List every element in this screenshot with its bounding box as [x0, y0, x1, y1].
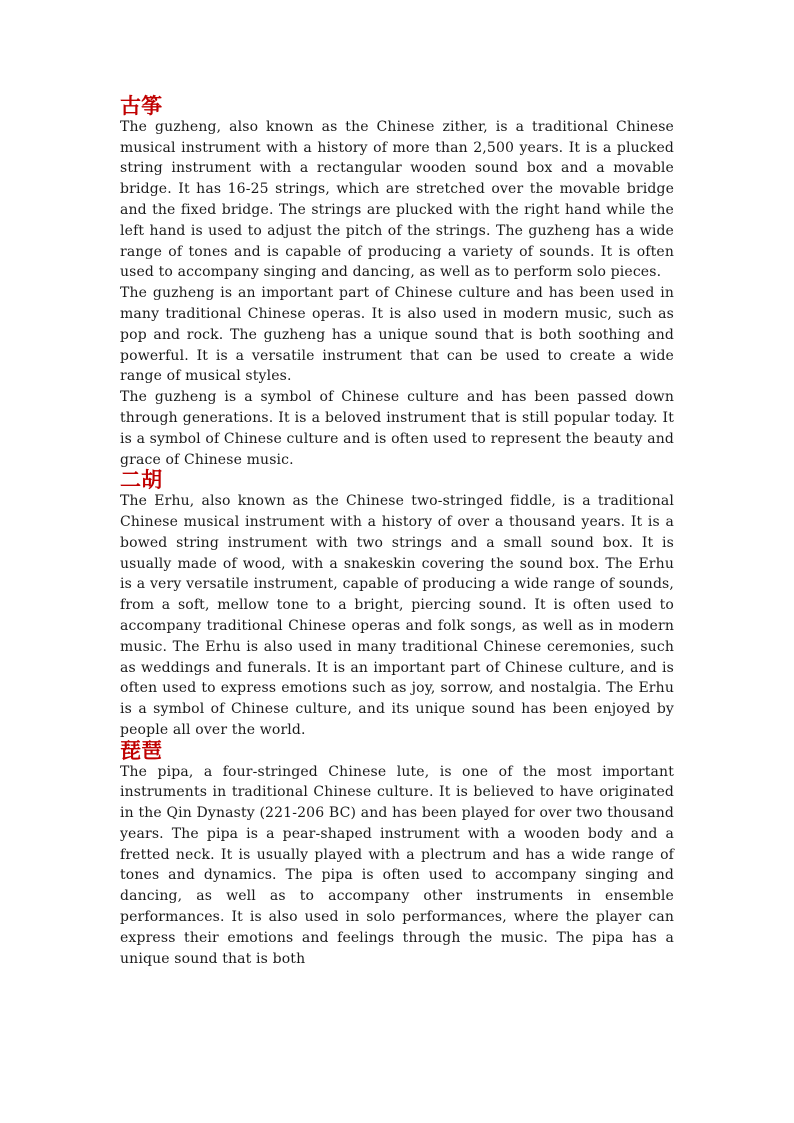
section-heading-pipa: 琵琶: [120, 737, 163, 763]
erhu-paragraph-1: The Erhu, also known as the Chinese two-stringed fiddle, is a traditional Chinese musical instrument with a history of over a thousand years. It is a bowed string instrument with two strings and a small sound box. It is usually made of wood, with a snakeskin covering the sound box. The Erhu is a very versatile instrument, capable of producing a wide range of sounds, from a soft, mellow tone to a bright, piercing sound. It is often used to accompany traditional Chinese operas and folk songs, as well as in modern music. The Erhu is also used in many traditional Chinese ceremonies, such as weddings and funerals. It is an important part of Chinese culture, and is often used to express emotions such as joy, sorrow, and nostalgia. The Erhu is a symbol of Chinese culture, and its unique sound has been enjoyed by people all over the world.: [120, 493, 674, 738]
guzheng-paragraph-2: The guzheng is an important part of Chinese culture and has been used in many traditional Chinese operas. It is also used in modern music, such as pop and rock. The guzheng has a unique sound that is both soothing and powerful. It is a versatile instrument that can be used to create a wide range of musical styles.: [120, 285, 674, 385]
guzheng-paragraph-3: The guzheng is a symbol of Chinese culture and has been passed down through generations. It is a beloved instrument that is still popular today. It is a symbol of Chinese culture and is often used to represent the beauty and grace of Chinese music.: [120, 389, 674, 468]
section-heading-guzheng: 古筝: [120, 93, 163, 118]
document-body: [120, 93, 674, 969]
pipa-paragraph-1: The pipa, a four-stringed Chinese lute, is one of the most important instruments in traditional Chinese culture. It is believed to have originated in the Qin Dynasty (221-206 BC) and has been played for over two thousand years. The pipa is a pear-shaped instrument with a wooden body and a fretted neck. It is usually played with a plectrum and has a wide range of tones and dynamics. The pipa is often used to accompany singing and dancing, as well as to accompany other instruments in ensemble performances. It is also used in solo performances, where the player can express their emotions and feelings through the music. The pipa has a unique sound that is both: [120, 763, 674, 967]
guzheng-paragraph-1: The guzheng, also known as the Chinese zither, is a traditional Chinese musical instrument with a history of more than 2,500 years. It is a plucked string instrument with a rectangular wooden sound box and a movable bridge. It has 16-25 strings, which are stretched over the movable bridge and the fixed bridge. The strings are plucked with the right hand while the left hand is used to adjust the pitch of the strings. The guzheng has a wide range of tones and is capable of producing a variety of sounds. It is often used to accompany singing and dancing, as well as to perform solo pieces.: [120, 118, 674, 281]
section-heading-erhu: 二胡: [120, 467, 163, 493]
